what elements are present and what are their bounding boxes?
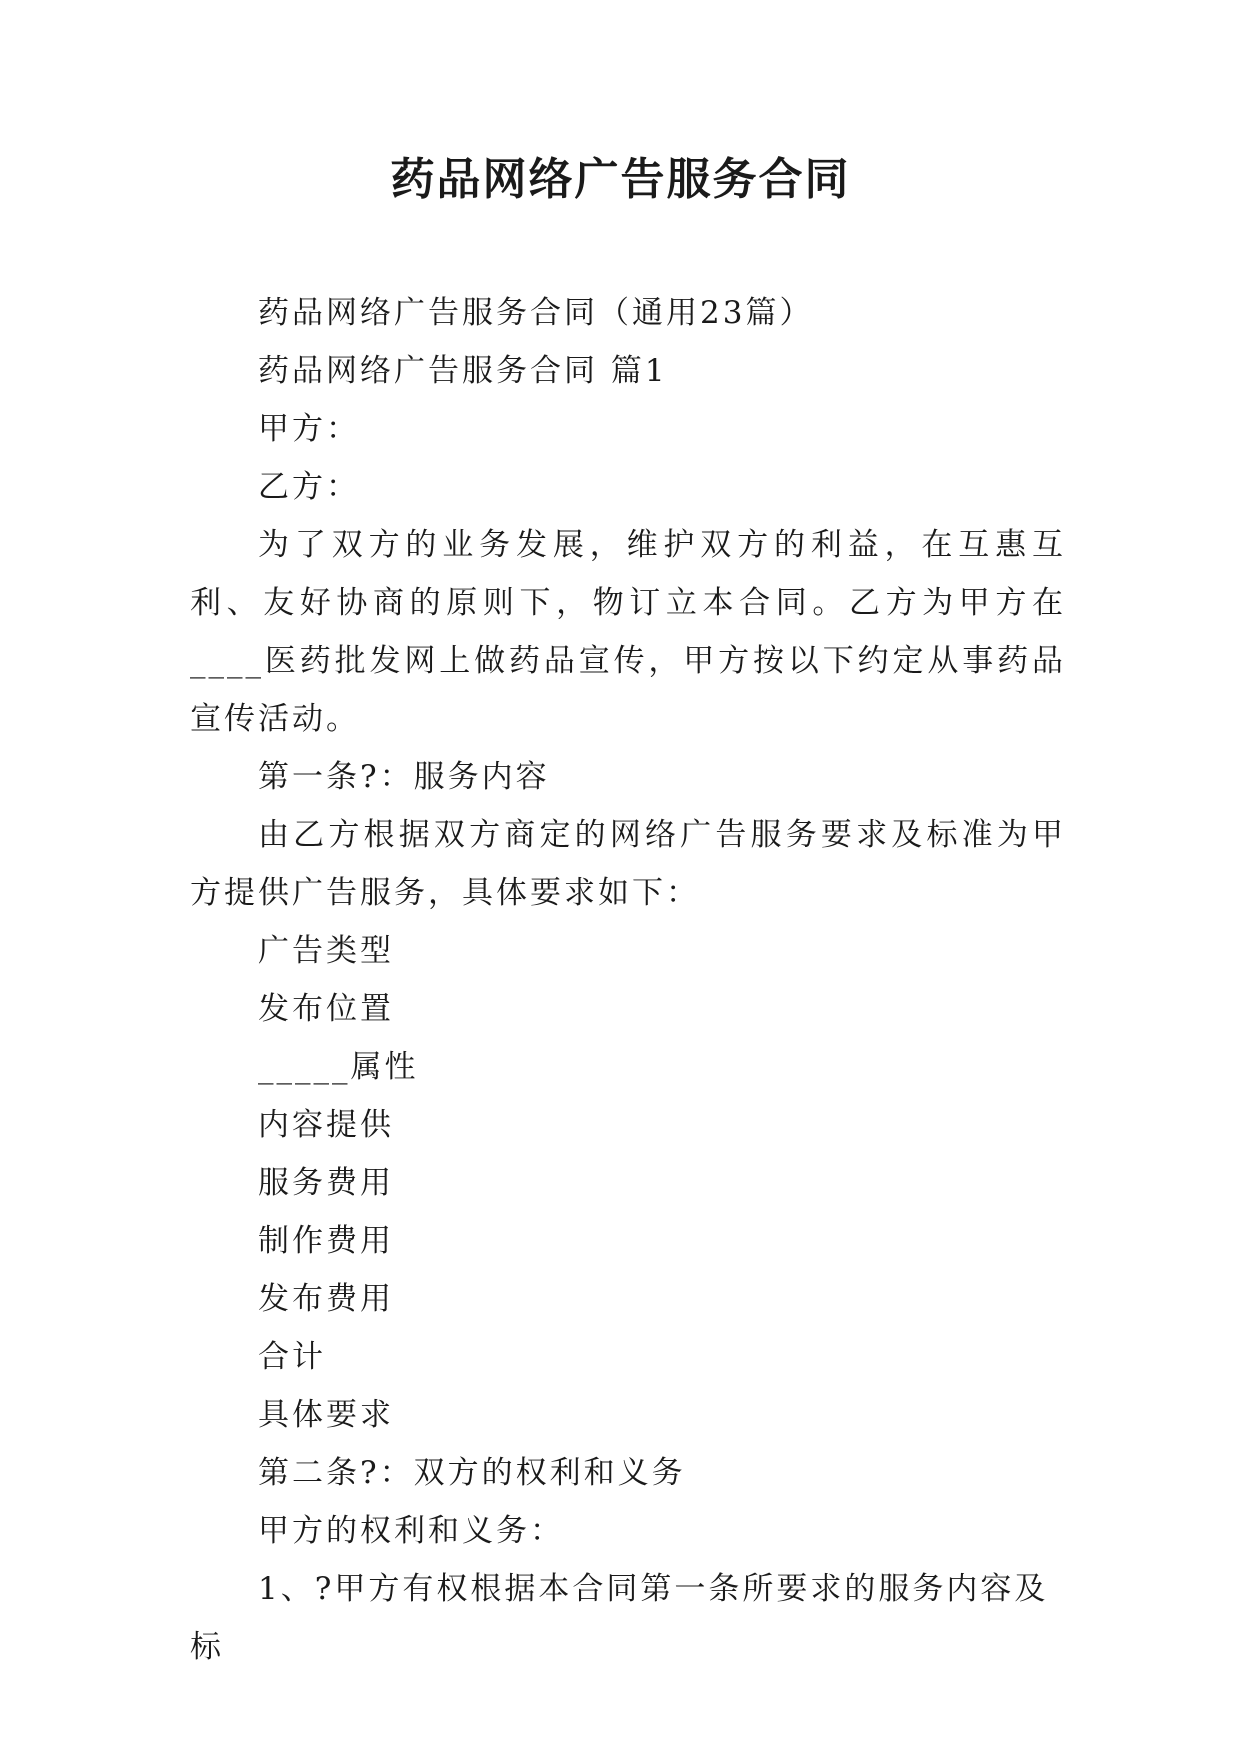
paragraph-clause-1: 1、?甲方有权根据本合同第一条所要求的服务内容及标 — [190, 1571, 1049, 1665]
paragraph-list-item: 发布费用 — [258, 1281, 394, 1317]
paragraph-list-item: 广告类型 — [258, 933, 394, 969]
paragraph-list-item: 发布位置 — [258, 991, 394, 1027]
paragraph-section-heading: 药品网络广告服务合同 篇1 — [258, 353, 668, 389]
paragraph-list-item: 制作费用 — [258, 1223, 394, 1259]
paragraph-list-item: 服务费用 — [258, 1165, 394, 1201]
paragraph-list-item: _____属性 — [258, 1049, 419, 1085]
paragraph-party-a-rights-heading: 甲方的权利和义务： — [258, 1513, 564, 1549]
paragraph-list-item: 合计 — [258, 1339, 326, 1375]
document-title: 药品网络广告服务合同 — [390, 154, 851, 205]
paragraph-party-b: 乙方： — [258, 469, 360, 505]
paragraph-subtitle: 药品网络广告服务合同（通用23篇） — [258, 295, 814, 331]
paragraph-preamble: 为了双方的业务发展，维护双方的利益，在互惠互利、友好协商的原则下，物订立本合同。乙方为甲方在____医药批发网上做药品宣传，甲方按以下约定从事药品宣传活动。 — [190, 527, 1066, 737]
paragraph-article-1-intro: 由乙方根据双方商定的网络广告服务要求及标准为甲方提供广告服务，具体要求如下： — [190, 817, 1066, 911]
paragraph-article-1-heading: 第一条?：服务内容 — [258, 759, 550, 795]
paragraph-party-a: 甲方： — [258, 411, 360, 447]
document-body — [190, 284, 1066, 1676]
paragraph-list-item: 内容提供 — [258, 1107, 394, 1143]
paragraph-list-item: 具体要求 — [258, 1397, 394, 1433]
paragraph-article-2-heading: 第二条?：双方的权利和义务 — [258, 1455, 686, 1491]
